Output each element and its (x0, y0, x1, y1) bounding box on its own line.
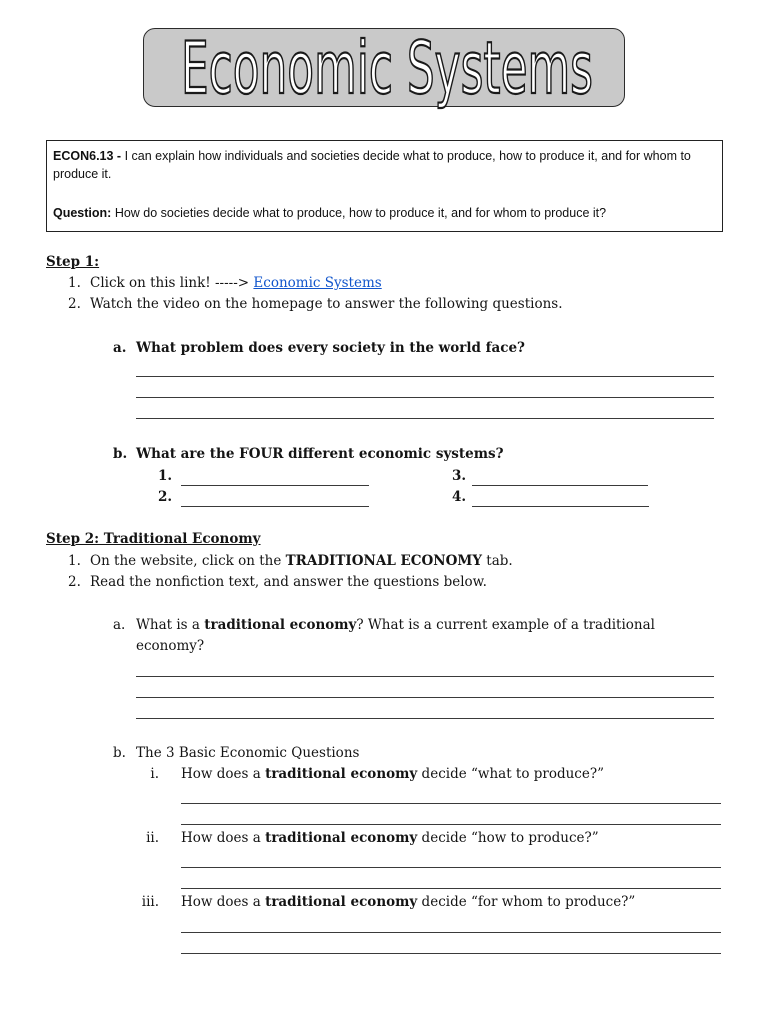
standard-text: I can explain how individuals and societies decide what to produce, how to produce it, and for whom to produce it. (53, 149, 691, 181)
list-number: 1. (68, 553, 81, 569)
answer-line (181, 506, 369, 507)
step1-heading: Step 1: (46, 254, 100, 270)
blank-label-1: 1. (158, 468, 173, 484)
blank-label-3: 3. (452, 468, 467, 484)
step1-item-2-text: Watch the video on the homepage to answer the following questions. (90, 296, 563, 312)
step1-item-2 (68, 294, 563, 314)
step1-item-1 (68, 273, 382, 293)
sub-question-i: i. How does a traditional economy decide “what to produce?” (120, 764, 604, 784)
roman-numeral: iii. (141, 894, 159, 910)
step1-question-b (113, 444, 504, 464)
sub-question-iii: iii. How does a traditional economy decide “for whom to produce?” (120, 892, 635, 912)
economic-systems-link[interactable]: Economic Systems (253, 275, 382, 291)
answer-line (181, 888, 721, 889)
answer-line (136, 697, 714, 698)
step1-item-1-text: Click on this link! -----> (90, 275, 250, 291)
title-banner (143, 26, 625, 110)
step2-item-2-text: Read the nonfiction text, and answer the questions below. (90, 574, 487, 590)
answer-line (136, 418, 714, 419)
answer-line (136, 397, 714, 398)
answer-line (181, 803, 721, 804)
question-label: Question: (53, 206, 112, 220)
question-letter: b. (113, 745, 126, 761)
step2-item-1: 1. On the website, click on the TRADITIONAL ECONOMY tab. (68, 553, 513, 569)
step2-heading: Step 2: Traditional Economy (46, 531, 261, 547)
answer-line (136, 376, 714, 377)
step1-question-a (113, 338, 525, 358)
question-text: How do societies decide what to produce, how to produce it, and for whom to produce it? (114, 206, 607, 220)
roman-numeral: ii. (146, 830, 159, 846)
answer-line (136, 676, 714, 677)
answer-line (136, 718, 714, 719)
objective-box (46, 140, 723, 232)
question-letter: a. (113, 617, 126, 633)
roman-numeral: i. (150, 766, 159, 782)
answer-line (181, 867, 721, 868)
sub-question-ii: ii. How does a traditional economy decide “how to produce?” (120, 828, 599, 848)
blank-label-4: 4. (452, 489, 467, 505)
answer-line (181, 932, 721, 933)
answer-line (181, 485, 369, 486)
question-letter: a. (113, 340, 127, 356)
list-number: 2. (68, 574, 81, 590)
answer-line (181, 824, 721, 825)
step2-question-b (113, 743, 359, 763)
standard-code: ECON6.13 - (53, 149, 122, 163)
list-number: 1. (68, 275, 81, 291)
traditional-economy-tab-name: TRADITIONAL ECONOMY (285, 553, 482, 569)
blank-label-2: 2. (158, 489, 173, 505)
step1-question-a-text: What problem does every society in the world face? (136, 340, 525, 356)
answer-line (472, 485, 648, 486)
page-title: Economic Systems (181, 26, 593, 110)
step2-question-a-text: What is a traditional economy? What is a current example of a traditional economy? (136, 617, 655, 654)
answer-line (181, 953, 721, 954)
step2-question-b-text: The 3 Basic Economic Questions (136, 745, 360, 761)
title-graphic (144, 26, 624, 110)
standard-statement (53, 147, 716, 183)
step1-question-b-text: What are the FOUR different economic systems? (136, 446, 504, 462)
essential-question (53, 204, 716, 222)
answer-line (472, 506, 649, 507)
list-number: 2. (68, 296, 81, 312)
step2-item-2 (68, 572, 487, 592)
step2-question-a (113, 615, 713, 657)
question-letter: b. (113, 446, 128, 462)
